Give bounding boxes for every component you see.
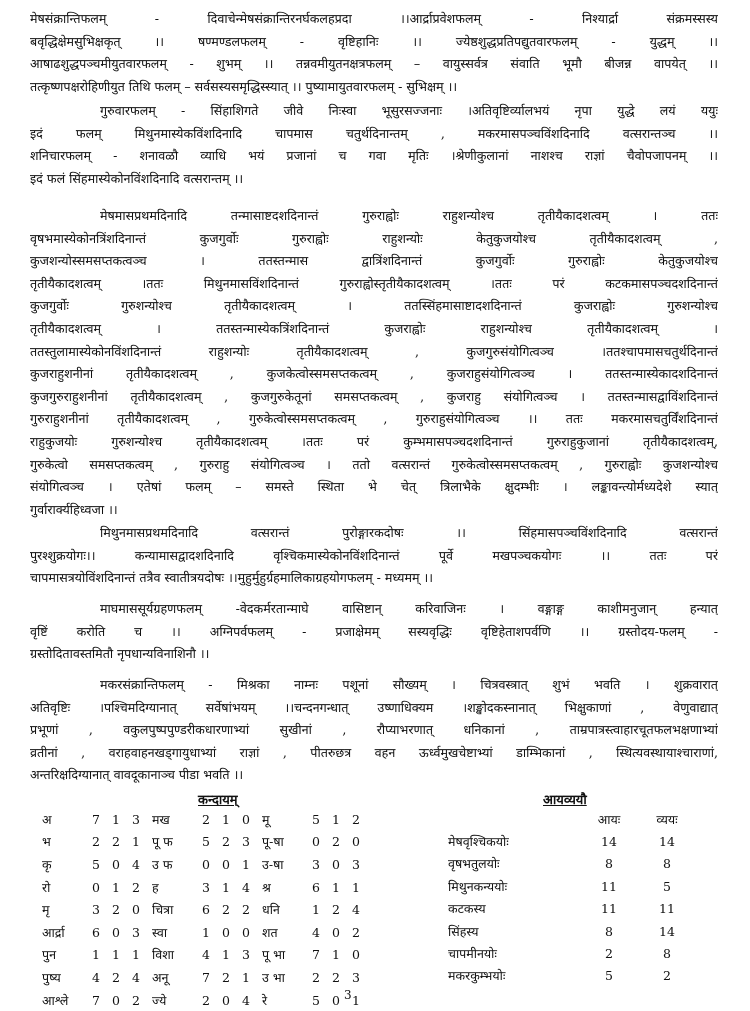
- kanda-value: 2: [132, 992, 140, 1008]
- text-line: वृषभमास्येकोनत्रिंशदिनान्तं कुजगुर्वोः गुरुराह्वोः राहुशन्योः केतुकुजयोश्च तृतीयैकादशत्वम् ,: [30, 230, 718, 246]
- kanda-value: 1: [332, 811, 340, 827]
- kanda-row: [30, 808, 366, 831]
- text-line: इदं फलम् मिथुनमास्येकविंशदिनादि चापमास चतुर्थदिनान्तम् , मकरमासपञ्चविंशदिनादि वत्सरान्तञ्च ।।: [30, 125, 718, 141]
- rashi-label: चापमीनयोः: [448, 946, 497, 962]
- kanda-value: 0: [112, 924, 120, 940]
- kanda-value: 0: [202, 856, 210, 872]
- aya-value: 2: [605, 946, 613, 962]
- text-line: गुरुराहुशनीनां तृतीयैकादशत्वम् , गुरुकेत्वोस्समसप्तकत्वम् , गुरुराहुसंयोगित्वञ्च ।। ततः मकरमासचतुर्विंशदिनान्तं: [30, 411, 718, 427]
- kanda-value: 4: [202, 947, 210, 963]
- vyaya-value: 14: [659, 834, 675, 850]
- text-line: ग्रस्तोदितावस्तमितौ नृपधान्यविनाशिनौ ।।: [30, 646, 210, 662]
- rashi-label: सिंहस्य: [448, 923, 479, 939]
- kanda-value: 0: [242, 924, 250, 940]
- aya-table-title: आयव्ययौ: [543, 793, 587, 808]
- kanda-value: 1: [112, 811, 120, 827]
- kanda-value: 0: [222, 924, 230, 940]
- text-line: वृष्टिं करोति च ।। अग्निपर्वफलम् - प्रजाक्षेमम् सस्यवृद्धिः वृष्टिहेताशपर्वणि ।। ग्रस्तोदय-फलम् -: [30, 623, 718, 639]
- kanda-value: 3: [132, 811, 140, 827]
- kanda-value: 4: [242, 879, 250, 895]
- kanda-value: 1: [312, 902, 320, 918]
- kanda-value: 2: [222, 902, 230, 918]
- kanda-value: 2: [312, 969, 320, 985]
- kanda-value: 1: [112, 947, 120, 963]
- nakshatra-name: ह: [152, 879, 159, 895]
- text-line: मकरसंक्रान्तिफलम् - मिश्रका नाम्नः पशूनां सौख्यम् । चित्रवस्त्रात् शुभं भवति । शुक्रवारात्: [100, 677, 718, 692]
- kanda-value: 2: [112, 834, 120, 850]
- paragraph-sankranti: [30, 8, 718, 98]
- aya-row: [448, 920, 696, 942]
- text-line: पुरश्शुक्रयोगः।। कन्यामासद्वादशदिनादि वृश्चिकमास्येकोनविंशदिनान्तं पूर्वे मखपञ्चकयोगः ।। ततः परं: [30, 547, 718, 563]
- rashi-label: मकरकुम्भयोः: [448, 968, 506, 984]
- nakshatra-name: ज्ये: [152, 992, 167, 1008]
- kanda-value: 2: [202, 992, 210, 1008]
- nakshatra-name: अनू: [152, 969, 169, 985]
- aya-row: [448, 898, 696, 920]
- kanda-row: [30, 831, 366, 854]
- text-line: कुजगुर्वोः गुरुशन्योश्च तृतीयैकादशत्वम् । ततस्सिंहमासाष्टादशदिनान्तं कुजराह्वोः गुरुशन्योश्च: [30, 298, 718, 314]
- kanda-value: 7: [92, 992, 100, 1008]
- aya-value: 5: [605, 968, 613, 984]
- kanda-value: 5: [312, 992, 320, 1008]
- text-line: व्रतीनां , वराहवाहनखड्गायुधाभ्यां राज्ञां , पीतरुछत्र वहन ऊर्ध्वमुखचेष्टाभ्यां डाम्भिकानां , स्थित्यवस्थायाश्चाराणां,: [30, 744, 718, 760]
- kanda-value: 7: [92, 811, 100, 827]
- kanda-value: 4: [242, 992, 250, 1008]
- kanda-row: [30, 989, 366, 1011]
- kanda-row: [30, 966, 366, 989]
- text-line: चापमासत्रयोविंशदिनान्तं तत्रैव स्वातीत्रयदोषः ।।मुहुर्मुहुर्ग्रहमालिकाग्रहयोगफलम् - मध्यमम् ।।: [30, 570, 434, 586]
- text-line: मेषसंक्रान्तिफलम् - दिवाचेन्मेषसंक्रान्तिरनर्घकलहप्रदा ।।आर्द्राप्रवेशफलम् - निश्यार्द्रा संक्रमस्सस्य: [30, 11, 718, 26]
- kanda-value: 0: [112, 992, 120, 1008]
- aya-row: [448, 965, 696, 987]
- nakshatra-name: मू: [262, 811, 270, 827]
- nakshatra-name: विशा: [152, 947, 174, 963]
- nakshatra-name: उ-षा: [262, 856, 284, 872]
- kanda-value: 7: [202, 969, 210, 985]
- text-line: अतिवृष्टिः ।पश्चिमदिग्यानात् सर्वेषांभयम् ।।चन्दनगन्धात् उष्णाधिक्यम ।शङ्खोदकस्नानात् भिक्षुकाणां , वेणुवाद्यात्: [30, 699, 718, 715]
- kanda-value: 1: [92, 947, 100, 963]
- nakshatra-name: मृ: [42, 902, 50, 918]
- paragraph-dosha: [30, 522, 718, 590]
- nakshatra-name: कृ: [42, 856, 52, 872]
- paragraph-grahana: [30, 598, 718, 666]
- kanda-value: 0: [352, 947, 360, 963]
- kanda-value: 3: [242, 834, 250, 850]
- aya-row: [448, 830, 696, 852]
- kanda-value: 0: [332, 856, 340, 872]
- kanda-value: 3: [352, 969, 360, 985]
- kanda-value: 0: [222, 992, 230, 1008]
- kanda-value: 2: [202, 811, 210, 827]
- kanda-value: 2: [132, 879, 140, 895]
- kanda-row: [30, 853, 366, 876]
- empty-cell: [448, 808, 580, 830]
- aya-value: 8: [605, 923, 613, 939]
- kanda-value: 0: [332, 924, 340, 940]
- text-line: मेषमासप्रथमदिनादि तन्मासाष्टदशदिनान्तं गुरुराह्वोः राहुशन्योश्च तृतीयैकादशत्वम् । ततः: [100, 208, 718, 223]
- kanda-value: 1: [222, 811, 230, 827]
- nakshatra-name: उ फ: [152, 856, 173, 872]
- kanda-value: 1: [222, 879, 230, 895]
- kanda-row: [30, 921, 366, 944]
- kanda-value: 4: [92, 969, 100, 985]
- aya-value: 14: [601, 834, 617, 850]
- kanda-value: 2: [222, 969, 230, 985]
- nakshatra-name: शत: [262, 924, 278, 940]
- aya-value: 8: [605, 856, 613, 872]
- text-line: तृतीयैकादशत्वम् । ततस्तन्मास्येकत्रिंशदिनान्तं कुजराह्वोः राहुशन्योश्च तृतीयैकादशत्वम् ।: [30, 320, 718, 336]
- kanda-value: 0: [312, 834, 320, 850]
- nakshatra-name: रो: [42, 879, 51, 895]
- vyaya-value: 8: [663, 856, 671, 872]
- nakshatra-name: स्वा: [152, 924, 168, 940]
- kanda-value: 5: [92, 856, 100, 872]
- text-line: इदं फलं सिंहमास्येकोनविंशदिनादि वत्सरान्तम् ।।: [30, 170, 244, 186]
- kanda-value: 3: [202, 879, 210, 895]
- nakshatra-name: पू फ: [152, 834, 173, 850]
- text-line: कुजशन्योस्समसप्तकत्वञ्च । ततस्तन्मास द्वात्रिंशदिनान्तं कुजगुर्वोः गुरुराह्वोः केतुकुजयोश्च: [30, 253, 718, 269]
- nakshatra-name: रे: [262, 992, 268, 1008]
- kanda-value: 1: [332, 879, 340, 895]
- kanda-value: 2: [352, 811, 360, 827]
- nakshatra-name: उ भा: [262, 969, 285, 985]
- kanda-value: 0: [132, 902, 140, 918]
- kanda-value: 2: [352, 924, 360, 940]
- text-line: शनिचारफलम् - शनावळौ व्याधि भयं प्रजानां च गवा मृतिः ।श्रेणीकुलानां नाशश्च राज्ञां चैवोपजापनम् ।।: [30, 148, 718, 164]
- nakshatra-name: पू-षा: [262, 834, 284, 850]
- text-line: प्रभूणां , वकुलपुष्पपुण्डरीकधारणाभ्यां सुखीनां , रौप्याभरणात् धनिकानां , ताम्रपात्रस्त्वाहारचूतफलभक्षणाभ्यां: [30, 722, 718, 738]
- paragraph-graha-yoga: [30, 205, 718, 521]
- kanda-value: 2: [222, 834, 230, 850]
- kanda-value: 2: [242, 902, 250, 918]
- paragraph-guruvara: [30, 100, 718, 190]
- text-line: संयोगित्वञ्च । एतेषां फलम् – समस्ते स्थिता भे चेत् त्रिलाभैके क्षुदम्भीः । लङ्कावन्त्योर्मध्यदेशे स्यात्: [30, 479, 718, 495]
- text-line: आषाढशुद्धपञ्चमीयुतवारफलम् - शुभम् ।। तन्नवमीयुतनक्षत्रफलम् – वायुस्सर्वत्र संवाति भूमौ बीजन्न वापयेत् ।।: [30, 56, 718, 72]
- nakshatra-name: आश्ले: [42, 992, 69, 1008]
- kanda-value: 1: [332, 947, 340, 963]
- rashi-label: मिथुनकन्ययोः: [448, 878, 508, 894]
- kanda-value: 0: [112, 856, 120, 872]
- kanda-value: 7: [312, 947, 320, 963]
- text-line: बवृद्धिक्षेमसुभिक्षकृत् ।। षण्मण्डलफलम् - वृष्टिहानिः ।। ज्येष्ठशुद्धप्रतिपद्युतवारफलम् - युद्धम् ।।: [30, 33, 718, 49]
- text-line: राहुकुजयोः गुरुशन्योश्च तृतीयैकादशत्वम् ।ततः परं कुम्भमासपञ्चदशदिनान्तं गुरुराहुकुजानां तृतीयैकादशत्वम्,: [30, 433, 718, 449]
- kanda-value: 3: [92, 902, 100, 918]
- vyaya-header: व्ययः: [656, 811, 678, 827]
- text-line: गुरुकेत्वो समसप्तकत्वम् , गुरुराहु संयोगित्वञ्च । ततो वत्सरान्तं गुरुकेत्वोस्समसप्तकत्वम् , गुरुराह्वोः कुजशन्योश्च: [30, 456, 718, 472]
- rashi-label: वृषभतुलयोः: [448, 856, 500, 872]
- kanda-value: 5: [202, 834, 210, 850]
- kanda-value: 0: [222, 856, 230, 872]
- kanda-value: 2: [332, 969, 340, 985]
- kanda-value: 4: [132, 856, 140, 872]
- aya-value: 11: [601, 878, 617, 894]
- kanda-value: 1: [222, 947, 230, 963]
- kanda-row: [30, 898, 366, 921]
- nakshatra-name: भ: [42, 834, 51, 850]
- vyaya-value: 8: [663, 946, 671, 962]
- text-line: माघमाससूर्यग्रहणफलम् -वेदकर्मरतान्माघे वासिष्टान् करिवाजिनः । वङ्गाङ्ग काशीमनुजान् हन्यात्: [100, 601, 718, 616]
- nakshatra-name: आर्द्रा: [42, 924, 65, 940]
- nakshatra-name: चित्रा: [152, 902, 174, 918]
- kanda-value: 1: [352, 879, 360, 895]
- kanda-value: 4: [132, 969, 140, 985]
- kanda-value: 1: [132, 947, 140, 963]
- kanda-value: 0: [352, 834, 360, 850]
- kanda-value: 2: [112, 969, 120, 985]
- vyaya-value: 11: [659, 901, 675, 917]
- paragraph-makara-sankranti: [30, 674, 718, 787]
- kanda-value: 2: [332, 902, 340, 918]
- kanda-row: [30, 876, 366, 899]
- kanda-value: 2: [112, 902, 120, 918]
- nakshatra-name: पुन: [42, 947, 57, 963]
- text-line: तृतीयैकादशत्वम् ।ततः मिथुनमासविंशदिनान्तं गुरुराह्वोस्तृतीयैकादशत्वम् ।ततः परं कटकमासपञ्चदशदिनान्तं: [30, 275, 718, 291]
- nakshatra-name: पुष्य: [42, 969, 61, 985]
- kanda-row: [30, 944, 366, 967]
- aya-row: [448, 875, 696, 897]
- kanda-value: 3: [132, 924, 140, 940]
- kanda-value: 3: [312, 856, 320, 872]
- kanda-value: 3: [352, 856, 360, 872]
- aya-header-row: [448, 808, 696, 830]
- kanda-value: 1: [132, 834, 140, 850]
- text-line: कुजराहुशनीनां तृतीयैकादशत्वम् , कुजकेत्वोस्समसप्तकत्वम् , कुजराहुसंयोगित्वञ्च । ततस्तन्मास्येकादशदिनान्तं: [30, 366, 718, 382]
- kanda-value: 2: [92, 834, 100, 850]
- vyaya-value: 2: [663, 968, 671, 984]
- kanda-value: 1: [352, 992, 360, 1008]
- text-line: अन्तरिक्षदिग्यानात् वावदूकानाञ्च पीडा भवति ।।: [30, 767, 244, 783]
- kanda-value: 1: [242, 856, 250, 872]
- kanda-value: 4: [312, 924, 320, 940]
- nakshatra-name: श्र: [262, 879, 271, 895]
- rashi-label: कटकस्य: [448, 901, 486, 917]
- kanda-value: 3: [242, 947, 250, 963]
- nakshatra-name: धनि: [262, 902, 280, 918]
- kanda-value: 0: [242, 811, 250, 827]
- nakshatra-name: अ: [42, 811, 52, 827]
- kanda-value: 4: [352, 902, 360, 918]
- kanda-table-title: कन्दायम्: [198, 793, 238, 808]
- vyaya-value: 5: [663, 878, 671, 894]
- kanda-value: 6: [312, 879, 320, 895]
- text-line: गुरुवारफलम् - सिंहाशिगते जीवे निःस्वा भूसुरसज्जनाः ।अतिवृष्टिर्व्यालभयं नृपा युद्धे लयं ययुः: [100, 103, 718, 118]
- aya-vyaya-table: [448, 808, 696, 987]
- kanda-value: 0: [92, 879, 100, 895]
- kanda-value: 5: [312, 811, 320, 827]
- rashi-label: मेषवृश्चिकयोः: [448, 834, 509, 850]
- kanda-value: 1: [242, 969, 250, 985]
- text-line: मिथुनमासप्रथमदिनादि वत्सरान्तं पुरोङ्गारकदोषः ।। सिंहमासपञ्चविंशदिनादि वत्सरान्तं: [100, 525, 718, 540]
- kanda-value: 1: [202, 924, 210, 940]
- kanda-table: [30, 808, 366, 1011]
- kanda-value: 1: [112, 879, 120, 895]
- text-line: तत्कृष्णपक्षरोहिणीयुत तिथि फलम् – सर्वसस्यसमृद्धिस्स्यात् ।। पुष्यामायुतवारफलम् - सुभिक्षम् ।।: [30, 78, 458, 94]
- kanda-value: 0: [332, 992, 340, 1008]
- aya-row: [448, 853, 696, 875]
- aya-value: 11: [601, 901, 617, 917]
- page-number: 3: [344, 988, 352, 1002]
- kanda-value: 6: [202, 902, 210, 918]
- text-line: कुजगुरुराहुशनीनां तृतीयैकादशत्वम् , कुजगुरुकेतूनां समसप्तकत्वम् , कुजराहु संयोगित्वञ्च । ततस्तन्मासद्वाविंशदिनान्तं: [30, 388, 718, 404]
- kanda-value: 6: [92, 924, 100, 940]
- kanda-value: 2: [332, 834, 340, 850]
- text-line: ततस्तुलामास्येकोनविंशदिनान्तं राहुशन्योः तृतीयैकादशत्वम् , कुजगुरुसंयोगित्वञ्च ।ततश्चापमासचतुर्थदिनान्तं: [30, 343, 718, 359]
- text-line: गुर्वारार्क्यहिध्वजा ।।: [30, 501, 118, 517]
- aya-row: [448, 942, 696, 964]
- aya-header: आयः: [597, 811, 621, 827]
- nakshatra-name: पू भा: [262, 947, 286, 963]
- vyaya-value: 14: [659, 923, 675, 939]
- nakshatra-name: मख: [152, 811, 170, 827]
